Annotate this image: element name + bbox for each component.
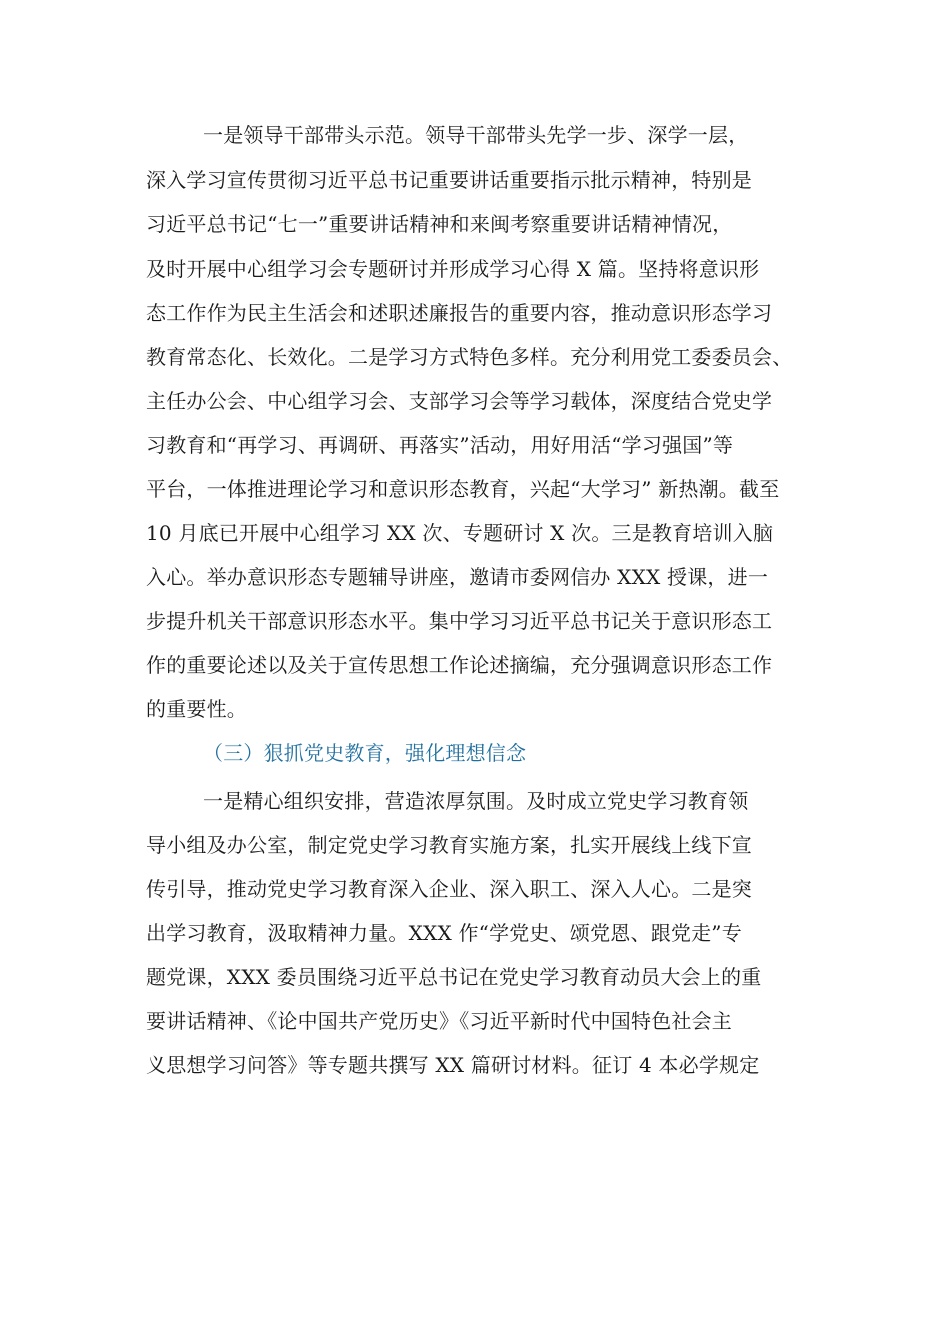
paragraph-line: 10 月底已开展中心组学习 XX 次、专题研讨 X 次。三是教育培训入脑 — [146, 521, 774, 545]
paragraph-line: 步提升机关干部意识形态水平。集中学习习近平总书记关于意识形态工 — [146, 609, 773, 633]
paragraph-line: 主任办公会、中心组学习会、支部学习会等学习载体，深度结合党史学 — [146, 389, 773, 413]
paragraph-line: 的重要性。 — [146, 697, 247, 721]
paragraph-line: 习近平总书记“七一”重要讲话精神和来闽考察重要讲话精神情况， — [146, 212, 733, 236]
paragraph-line: 要讲话精神、《论中国共产党历史》《习近平新时代中国特色社会主 — [146, 1009, 732, 1033]
paragraph-line: 出学习教育，汲取精神力量。XXX 作“学党史、颂党恩、跟党走”专 — [146, 921, 742, 945]
paragraph-line: 题党课，XXX 委员围绕习近平总书记在党史学习教育动员大会上的重 — [146, 965, 762, 989]
paragraph-line: 作的重要论述以及关于宣传思想工作论述摘编，充分强调意识形态工作 — [146, 653, 773, 677]
paragraph-line: 义思想学习问答》等专题共撰写 XX 篇研讨材料。征订 4 本必学规定 — [146, 1053, 760, 1077]
paragraph-line: 深入学习宣传贯彻习近平总书记重要讲话重要指示批示精神，特别是 — [146, 168, 752, 192]
paragraph-line: 一是精心组织安排，营造浓厚氛围。及时成立党史学习教育领 — [203, 789, 749, 813]
paragraph-line: 态工作作为民主生活会和述职述廉报告的重要内容，推动意识形态学习 — [146, 301, 773, 325]
section-heading: （三）狠抓党史教育，强化理想信念 — [203, 741, 527, 765]
paragraph-line: 入心。举办意识形态专题辅导讲座，邀请市委网信办 XXX 授课，进一 — [146, 565, 769, 589]
paragraph-line: 平台，一体推进理论学习和意识形态教育，兴起“大学习” 新热潮。截至 — [146, 477, 780, 501]
paragraph-line: 一是领导干部带头示范。领导干部带头先学一步、深学一层， — [203, 123, 749, 147]
paragraph-line: 教育常态化、长效化。二是学习方式特色多样。充分利用党工委委员会、 — [146, 345, 793, 369]
paragraph-line: 传引导，推动党史学习教育深入企业、深入职工、深入人心。二是突 — [146, 877, 752, 901]
paragraph-line: 导小组及办公室，制定党史学习教育实施方案，扎实开展线上线下宣 — [146, 833, 752, 857]
paragraph-line: 习教育和“再学习、再调研、再落实”活动，用好用活“学习强国”等 — [146, 433, 734, 457]
paragraph-line: 及时开展中心组学习会专题研讨并形成学习心得 X 篇。坚持将意识形 — [146, 257, 760, 281]
